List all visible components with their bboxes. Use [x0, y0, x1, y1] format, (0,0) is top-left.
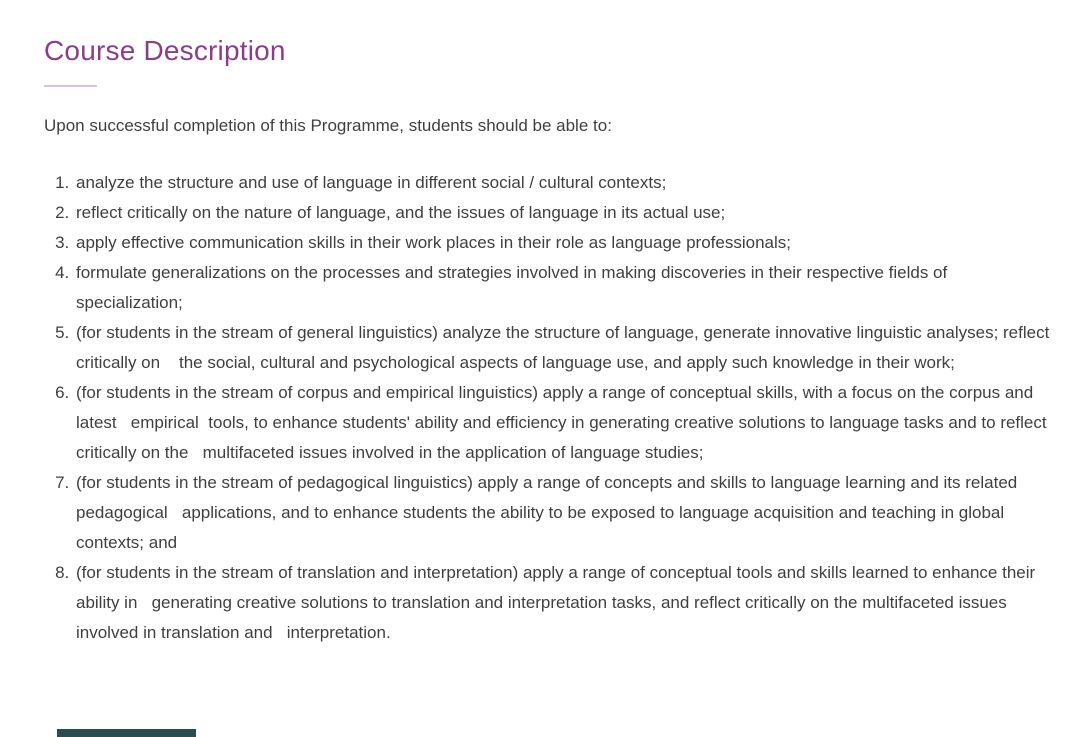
outcome-text: (for students in the stream of corpus and empirical linguistics) apply a range of conceptual skills, with a focus on the corpus and latest empirical tools, to enhance students' ability and efficiency in generating creative solutions to language tasks and to reflect critically on the multifaceted issues involved in the application of language studies; [76, 382, 1052, 462]
list-item [74, 378, 1050, 468]
outcome-text: apply effective communication skills in their work places in their role as language professionals; [76, 232, 791, 252]
intro-text: Upon successful completion of this Programme, students should be able to: [44, 115, 612, 135]
outcomes-list [44, 168, 1055, 648]
outcome-text: analyze the structure and use of language in different social / cultural contexts; [76, 172, 667, 192]
title-divider [44, 85, 97, 87]
outcome-text: (for students in the stream of translation and interpretation) apply a range of conceptual tools and skills learned to enhance their ability in generating creative solutions to translation and interpretation tasks, and reflect critically on the multifaceted issues involved in translation and interpretation. [76, 562, 1040, 642]
list-item [74, 558, 1050, 648]
outcome-text: (for students in the stream of general linguistics) analyze the structure of language, generate innovative linguistic analyses; reflect critically on the social, cultural and psychological aspects of language use, and apply such knowledge in their work; [76, 322, 1055, 372]
page-title: Course Description [44, 35, 286, 66]
list-item [74, 228, 1050, 258]
outcome-text: reflect critically on the nature of language, and the issues of language in its actual use; [76, 202, 726, 222]
footer-bar-partial [57, 729, 196, 737]
outcome-text: formulate generalizations on the processes and strategies involved in making discoveries in their respective fields of specialization; [76, 262, 952, 312]
outcome-text: (for students in the stream of pedagogical linguistics) apply a range of concepts and skills to language learning and its related pedagogical applications, and to enhance students the ability to be exposed to language acquisition and teaching in global contexts; and [76, 472, 1022, 552]
list-item [74, 258, 1050, 318]
list-item [74, 168, 1050, 198]
list-item [74, 318, 1055, 378]
list-item [74, 468, 1050, 558]
list-item [74, 198, 1050, 228]
